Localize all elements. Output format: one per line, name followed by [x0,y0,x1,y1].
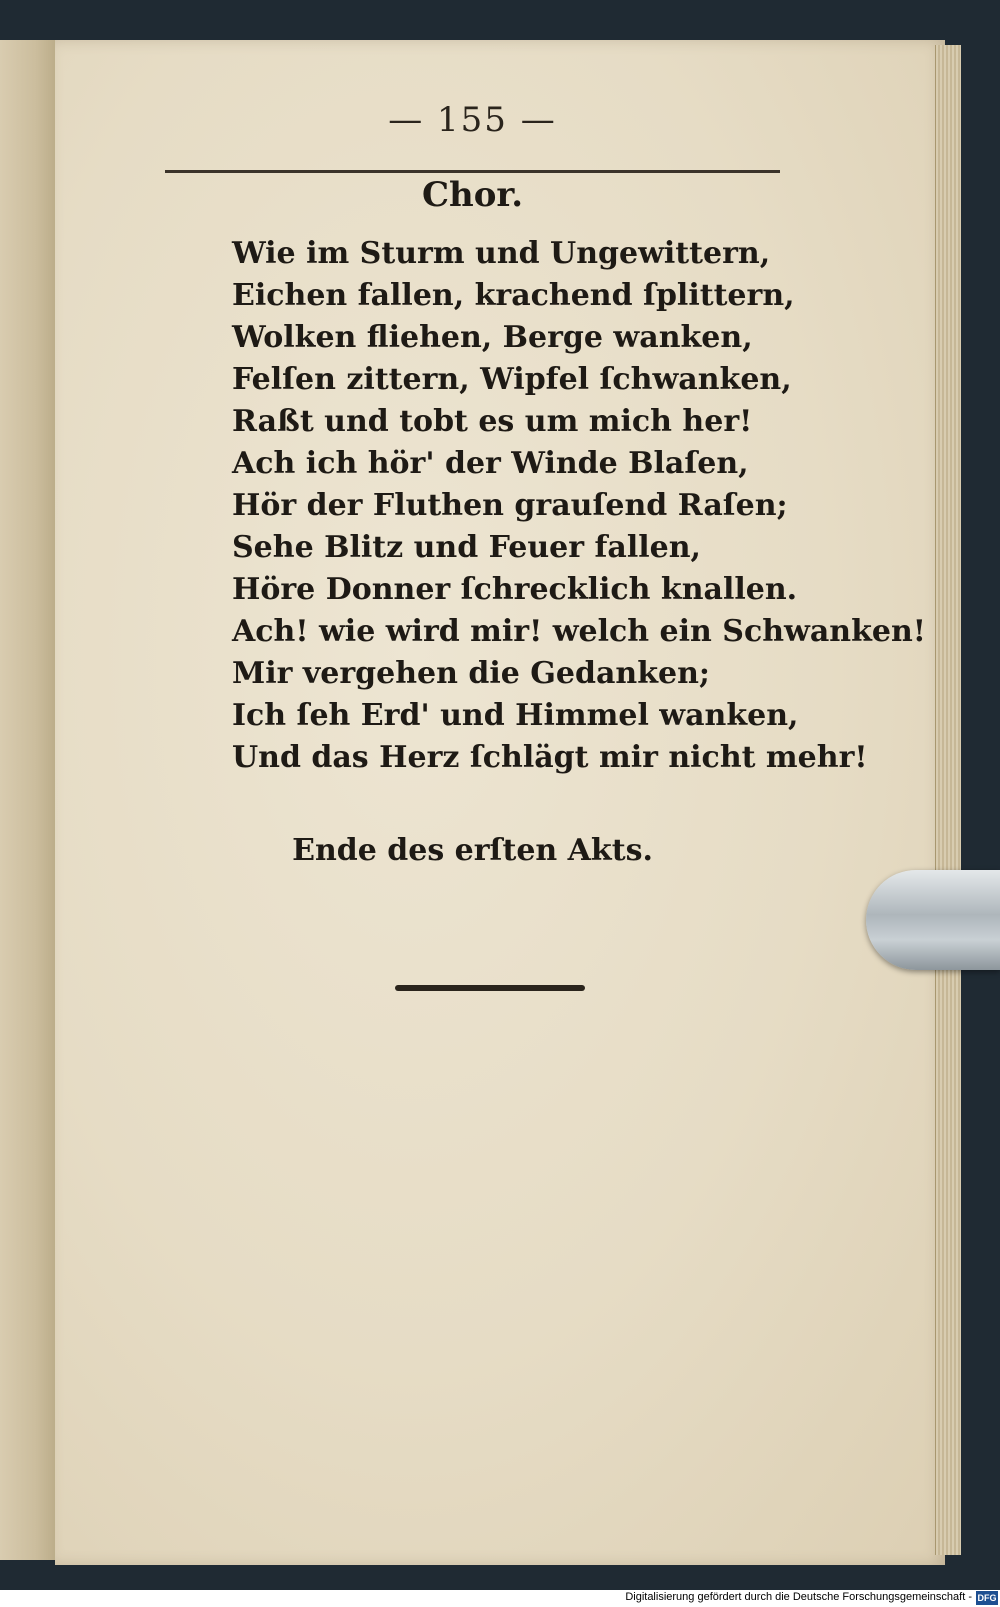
act-end-text: Ende des erſten Akts. [292,833,653,868]
verse-line: Eichen fallen, krachend ſplittern, [232,278,795,313]
page-clip-icon [866,870,1000,970]
verse-line: Höre Donner ſchrecklich knallen. [232,572,798,607]
verse-line: Ich ſeh Erd' und Himmel wanken, [232,698,799,733]
page-edges [935,45,961,1555]
verse-line: Sehe Blitz und Feuer fallen, [232,530,701,565]
page-number: — 155 — [388,100,557,140]
dfg-logo: DFG [977,1593,997,1603]
verse-line: Mir vergehen die Gedanken; [232,656,710,691]
footer-bar [0,1590,1000,1607]
verse-line: Ach! wie wird mir! welch ein Schwanken! [232,614,926,649]
verse-line: Raßt und tobt es um mich her! [232,404,753,439]
chorus-heading: Chor. [421,175,524,215]
footer-credit: Digitalisierung gefördert durch die Deutsche Forschungsgemeinschaft - [625,1591,972,1603]
header-rule [165,170,780,173]
book-spine-left [0,40,62,1560]
verse-line: Und das Herz ſchlägt mir nicht mehr! [232,740,868,775]
closing-rule [395,985,585,991]
verse-line: Ach ich hör' der Winde Blaſen, [232,446,749,481]
verse-line: Wolken fliehen, Berge wanken, [232,320,753,355]
verse-line: Felſen zittern, Wipfel ſchwanken, [232,362,792,397]
verse-line: Hör der Fluthen grauſend Raſen; [232,488,788,523]
verse-block [232,233,926,779]
verse-line: Wie im Sturm und Ungewittern, [232,236,771,271]
